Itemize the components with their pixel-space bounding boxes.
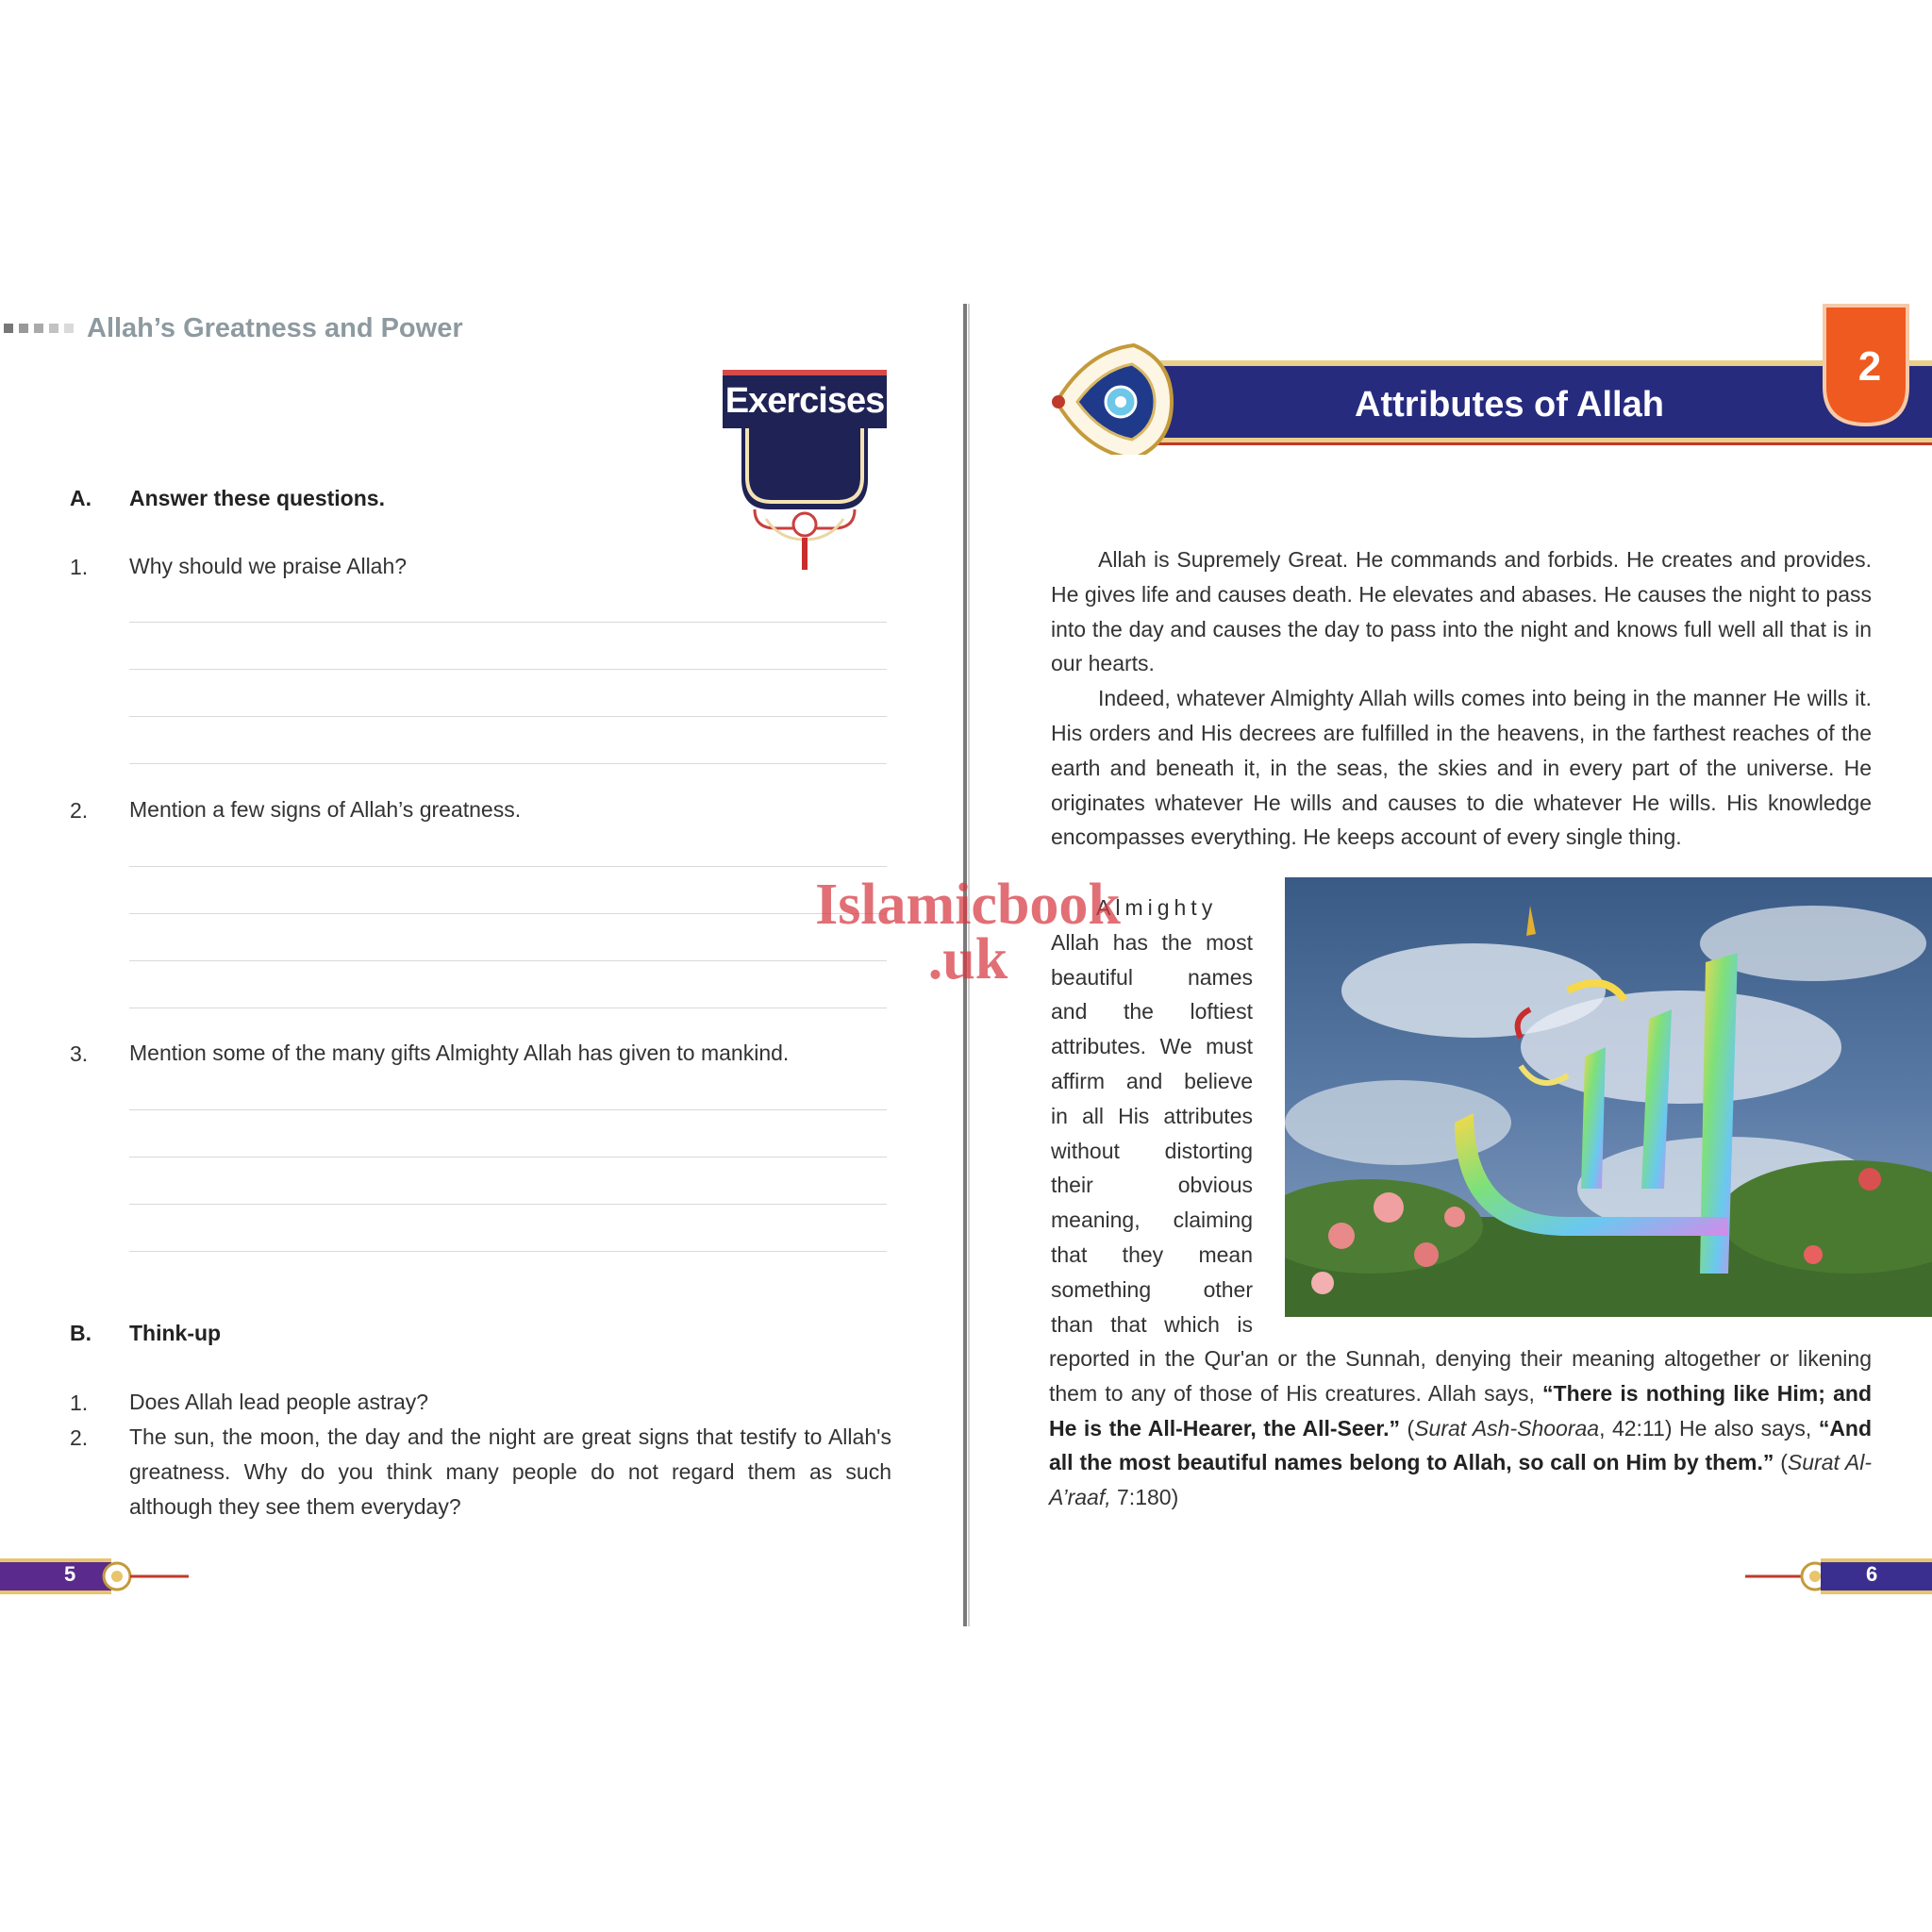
watermark (798, 873, 1138, 991)
text-line: and the loftiest (1051, 999, 1253, 1024)
section-b-letter: B. (70, 1321, 92, 1345)
page-number: 5 (64, 1562, 76, 1586)
text-line: Almighty (1096, 895, 1218, 920)
question-text: Mention a few signs of Allah’s greatness. (129, 797, 522, 822)
text-line: something other (1051, 1276, 1253, 1302)
text-line: without distorting (1051, 1138, 1253, 1163)
question-text: Why should we praise Allah? (129, 554, 408, 578)
quote-2: “And all the most beautiful names belong to Allah, so call on Him by them.” (1049, 1415, 1873, 1475)
question-text: Mention some of the many gifts Almighty Allah has given to mankind. (129, 1041, 790, 1065)
text-line: attributes. We must (1051, 1034, 1253, 1059)
question-number: 1. (70, 555, 89, 579)
ref-2-source: Surat Al-A’raaf, (1049, 1450, 1873, 1510)
text-line: meaning, claiming (1051, 1208, 1253, 1233)
square-icon (19, 324, 28, 333)
ref-1-source: Surat Ash-Shooraa (1414, 1415, 1600, 1441)
text-line: in all His attributes (1051, 1103, 1253, 1128)
question-number: 3. (70, 1041, 89, 1066)
footer-ornament-icon (0, 1555, 189, 1596)
allah-calligraphy-icon (1285, 877, 1932, 1317)
page-footer-right (1745, 1555, 1932, 1596)
banner-ornament-icon (1049, 304, 1932, 455)
answer-line[interactable] (129, 913, 887, 914)
text-line: than that which is (1051, 1311, 1253, 1337)
chapter-number: 2 (1857, 343, 1882, 390)
chapter-banner (1049, 304, 1932, 455)
exercises-badge (723, 368, 887, 575)
exercises-title: Exercises (724, 381, 885, 421)
question-number: 1. (70, 1391, 89, 1415)
answer-line[interactable] (129, 960, 887, 961)
text-line: that they mean (1051, 1241, 1253, 1267)
square-icon (64, 324, 74, 333)
page-footer-left (0, 1555, 189, 1596)
ref-2-verse: 7:180) (1110, 1485, 1179, 1510)
answer-line[interactable] (129, 669, 887, 670)
question-text: The sun, the moon, the day and the night are great signs that testify to Allah's greatness. Why do you think many people do not regard them as such although they see them everyday? (129, 1424, 891, 1519)
body-text-bottom (1049, 1341, 1872, 1515)
body-text-top (1051, 542, 1872, 855)
answer-line[interactable] (129, 716, 887, 717)
text-line: affirm and believe (1051, 1068, 1253, 1093)
answer-line[interactable] (129, 622, 887, 623)
watermark-line-1: Islamicbook (815, 873, 1121, 937)
chapter-title: Attributes of Allah (1355, 385, 1664, 425)
running-head (4, 311, 463, 345)
answer-line[interactable] (129, 1251, 887, 1252)
running-head-title: Allah’s Greatness and Power (87, 312, 463, 343)
ref-1-open: ( (1407, 1415, 1415, 1441)
section-a-heading: Answer these questions. (129, 486, 385, 510)
calligraphy-illustration (1285, 877, 1932, 1317)
paragraph-1: Allah is Supremely Great. He commands and forbids. He creates and provides. He gives life and causes death. He elevates and abases. He causes the night to pass into the day and causes the day to pass into the night and knows full well all that is in our hearts. (1051, 547, 1872, 676)
watermark-line-2: .uk (927, 927, 1008, 991)
square-icon (4, 324, 13, 333)
answer-line[interactable] (129, 866, 887, 867)
square-icon (49, 324, 58, 333)
answer-line[interactable] (129, 763, 887, 764)
paragraph-2: Indeed, whatever Almighty Allah wills comes into being in the manner He wills it. His orders and His decrees are fulfilled in the heavens, in the farthest reaches of the earth and beneath it, in the seas, the skies and in every part of the universe. He originates whatever He wills and causes to die whatever He wills. His knowledge encompasses everything. He keeps account of every single thing. (1051, 686, 1872, 850)
question-number: 2. (70, 1425, 89, 1450)
square-icon (34, 324, 43, 333)
text-line: Allah has the most (1051, 929, 1253, 955)
answer-line[interactable] (129, 1157, 887, 1158)
paragraph-tail: reported in the Qur'an or the Sunnah, denying their meaning altogether or likening them to any of those of His creatures. Allah says, (1049, 1346, 1872, 1406)
answer-line[interactable] (129, 1204, 887, 1205)
page-number: 6 (1866, 1562, 1878, 1586)
mid-text: He also says, (1679, 1415, 1812, 1441)
section-a-letter: A. (70, 486, 92, 510)
section-b-heading: Think-up (129, 1321, 222, 1345)
question-text: Does Allah lead people astray? (129, 1390, 429, 1414)
ref-2-open: ( (1780, 1450, 1788, 1475)
text-line: their obvious (1051, 1173, 1253, 1198)
question-number: 2. (70, 798, 89, 823)
ref-1-verse: , 42:11) (1599, 1415, 1673, 1441)
answer-line[interactable] (129, 1109, 887, 1110)
text-line: beautiful names (1051, 964, 1253, 990)
footer-ornament-icon (1745, 1555, 1932, 1596)
quote-1: “There is nothing like Him; and He is the All-Hearer, the All-Seer.” (1049, 1380, 1873, 1441)
